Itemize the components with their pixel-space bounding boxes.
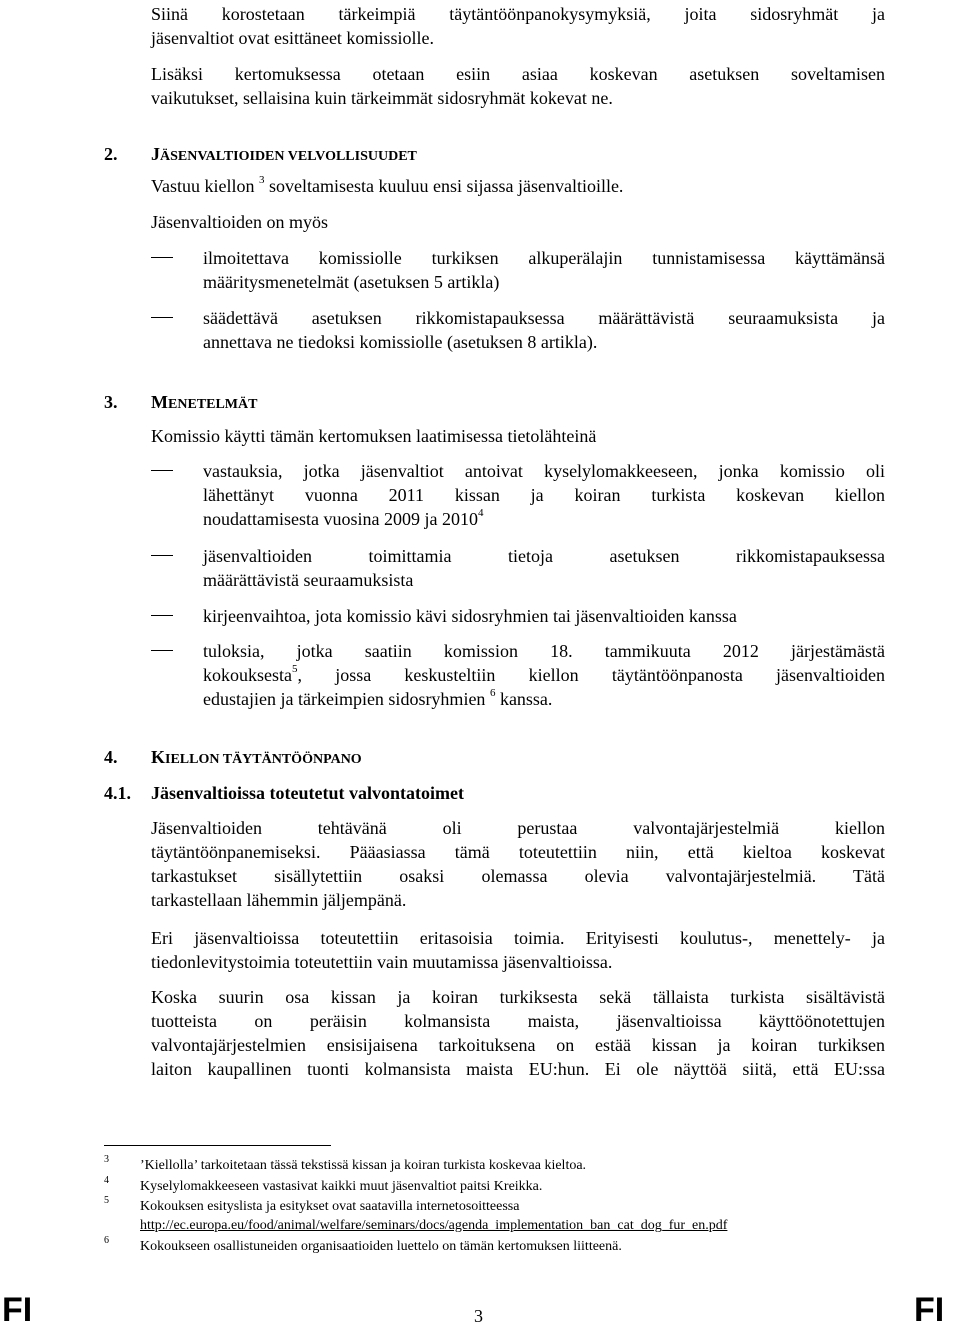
section-3-intro [151, 424, 885, 448]
dash-bullet-icon [151, 257, 173, 258]
footer-language-left: FI [2, 1291, 33, 1329]
text: Vastuu kiellon [151, 176, 255, 196]
dash-bullet-icon [151, 470, 173, 471]
text-line: tuloksia, jotka saatiin komission 18. tammikuuta 2012 järjestämästä [203, 641, 885, 661]
text-line: Lisäksi kertomuksessa otetaan esiin asiaa koskevan asetuksen soveltamisen [151, 64, 885, 84]
text-line: Komissio käytti tämän kertomuksen laatimisessa tietolähteinä [151, 426, 597, 446]
footnote-ref-3[interactable]: 3 [259, 174, 265, 186]
footnote-text: Kyselylomakkeeseen vastasivat kaikki muut jäsenvaltiot paitsi Kreikka. [140, 1179, 543, 1194]
footnote-ref-6[interactable]: 6 [489, 687, 496, 699]
subsection-title: Jäsenvaltioissa toteutetut valvontatoimet [151, 783, 464, 803]
section-title-initial: K [151, 747, 166, 767]
intro-paragraph-1 [151, 2, 885, 50]
text-line: säädettävä asetuksen rikkomistapauksessa määrättävistä seuraamuksista ja [203, 308, 885, 328]
text: kanssa. [495, 689, 553, 709]
footnote-text: Kokouksen esityslista ja esitykset ovat saatavilla internetosoitteessa [140, 1199, 520, 1214]
section-title-initial: M [151, 392, 168, 412]
section-2-paragraph-1 [151, 174, 885, 198]
section-4-heading [104, 745, 362, 772]
text: kokouksesta [203, 665, 292, 685]
section-title: ÄSENVALTIOIDEN VELVOLLISUUDET [160, 149, 417, 164]
text-line: lähettänyt vuonna 2011 kissan ja koiran turkista koskevan kiellon [203, 485, 885, 505]
footnote-number: 4 [104, 1175, 109, 1186]
section-number: 2. [104, 144, 118, 164]
section-3-heading [104, 390, 257, 417]
intro-paragraph-2 [151, 62, 885, 110]
dash-bullet-icon [151, 615, 173, 616]
section-2-heading [104, 142, 417, 169]
page-number: 3 [474, 1306, 483, 1326]
section-title-initial: J [151, 144, 160, 164]
subsection-number: 4.1. [104, 783, 131, 803]
footnote-ref-4[interactable]: 4 [477, 507, 484, 519]
footnote-number: 5 [104, 1195, 109, 1206]
footnote-separator [104, 1145, 331, 1146]
footnote-link[interactable]: http://ec.europa.eu/food/animal/welfare/seminars/docs/agenda_implementation_ban_cat_dog_fur_en.pdf [140, 1218, 728, 1233]
dash-bullet-icon [151, 317, 173, 318]
text-line: vastauksia, jotka jäsenvaltiot antoivat kyselylomakkeeseen, jonka komissio oli [203, 461, 885, 481]
text-line: laiton kaupallinen tuonti kolmansista maista EU:hun. Ei ole näyttöä siitä, että EU:ssa [151, 1059, 885, 1079]
text-line: tarkastukset sisällytettiin osaksi olemassa olevia valvontajärjestelmiä. Tätä [151, 866, 885, 886]
text: soveltamisesta kuuluu ensi sijassa jäsenvaltioille. [264, 176, 624, 196]
footnote-number: 6 [104, 1235, 109, 1246]
section-4-paragraph-3 [151, 985, 885, 1081]
text-line: Koska suurin osa kissan ja koiran turkiksesta sekä tällaista turkista sisältävistä [151, 987, 885, 1007]
dash-bullet-icon [151, 555, 173, 556]
footnote-text: Kokoukseen osallistuneiden organisaatioiden luettelo on tämän kertomuksen liitteenä. [140, 1239, 622, 1254]
section-title: ENETELMÄT [168, 397, 258, 412]
text-line: ilmoitettava komissiolle turkiksen alkuperälajin tunnistamisessa käyttämänsä [203, 248, 885, 268]
text-line: määrättävistä seuraamuksista [203, 570, 414, 590]
text-line: määritysmenetelmät (asetuksen 5 artikla) [203, 272, 500, 292]
dash-bullet-icon [151, 650, 173, 651]
text: edustajien ja tärkeimpien sidosryhmien [203, 689, 486, 709]
footer-language-right: FI [914, 1291, 945, 1329]
section-4-paragraph-1 [151, 816, 885, 912]
text-line: täytäntöönpanemiseksi. Pääasiassa tämä toteutettiin niin, että kieltoa koskevat [151, 842, 885, 862]
text: , jossa keskusteltiin kiellon täytäntöönpanosta jäsenvaltioiden [297, 665, 885, 685]
text-line: vaikutukset, sellaisina kuin tärkeimmät sidosryhmät kokevat ne. [151, 88, 613, 108]
text-line: jäsenvaltiot ovat esittäneet komissiolle. [151, 28, 434, 48]
text-line: tuotteista on peräisin kolmansista maista, jäsenvaltioissa käyttöönotettujen [151, 1011, 885, 1031]
section-4-paragraph-2 [151, 926, 885, 974]
section-number: 3. [104, 392, 118, 412]
text-line: annettava ne tiedoksi komissiolle (asetuksen 8 artikla). [203, 332, 598, 352]
section-title: IELLON TÄYTÄNTÖÖNPANO [165, 752, 362, 767]
subsection-4-1-heading [104, 781, 464, 805]
footnote-ref-5[interactable]: 5 [292, 663, 298, 675]
text-line: valvontajärjestelmien ensisijaisena tarkoituksena on estää kissan ja koiran turkiksen [151, 1035, 885, 1055]
text-line: Siinä korostetaan tärkeimpiä täytäntöönpanokysymyksiä, joita sidosryhmät ja [151, 4, 885, 24]
text-line: Eri jäsenvaltioissa toteutettiin eritasoisia toimia. Erityisesti koulutus-, menettely- ja [151, 928, 885, 948]
section-2-paragraph-2 [151, 210, 885, 234]
text-line: kirjeenvaihtoa, jota komissio kävi sidosryhmien tai jäsenvaltioiden kanssa [203, 606, 737, 626]
text-line: jäsenvaltioiden toimittamia tietoja asetuksen rikkomistapauksessa [203, 546, 885, 566]
text-line: tiedonlevitystoimia toteutettiin vain muutamissa jäsenvaltioissa. [151, 952, 613, 972]
footnote-text: ’Kiellolla’ tarkoitetaan tässä tekstissä kissan ja koiran turkista koskevaa kieltoa. [140, 1158, 587, 1173]
footnote-number: 3 [104, 1154, 109, 1165]
text-line: tarkastellaan lähemmin jäljempänä. [151, 890, 407, 910]
text-line: Jäsenvaltioiden tehtävänä oli perustaa valvontajärjestelmiä kiellon [151, 818, 885, 838]
section-number: 4. [104, 747, 118, 767]
text-line: Jäsenvaltioiden on myös [151, 212, 328, 232]
text: noudattamisesta vuosina 2009 ja 2010 [203, 509, 478, 529]
